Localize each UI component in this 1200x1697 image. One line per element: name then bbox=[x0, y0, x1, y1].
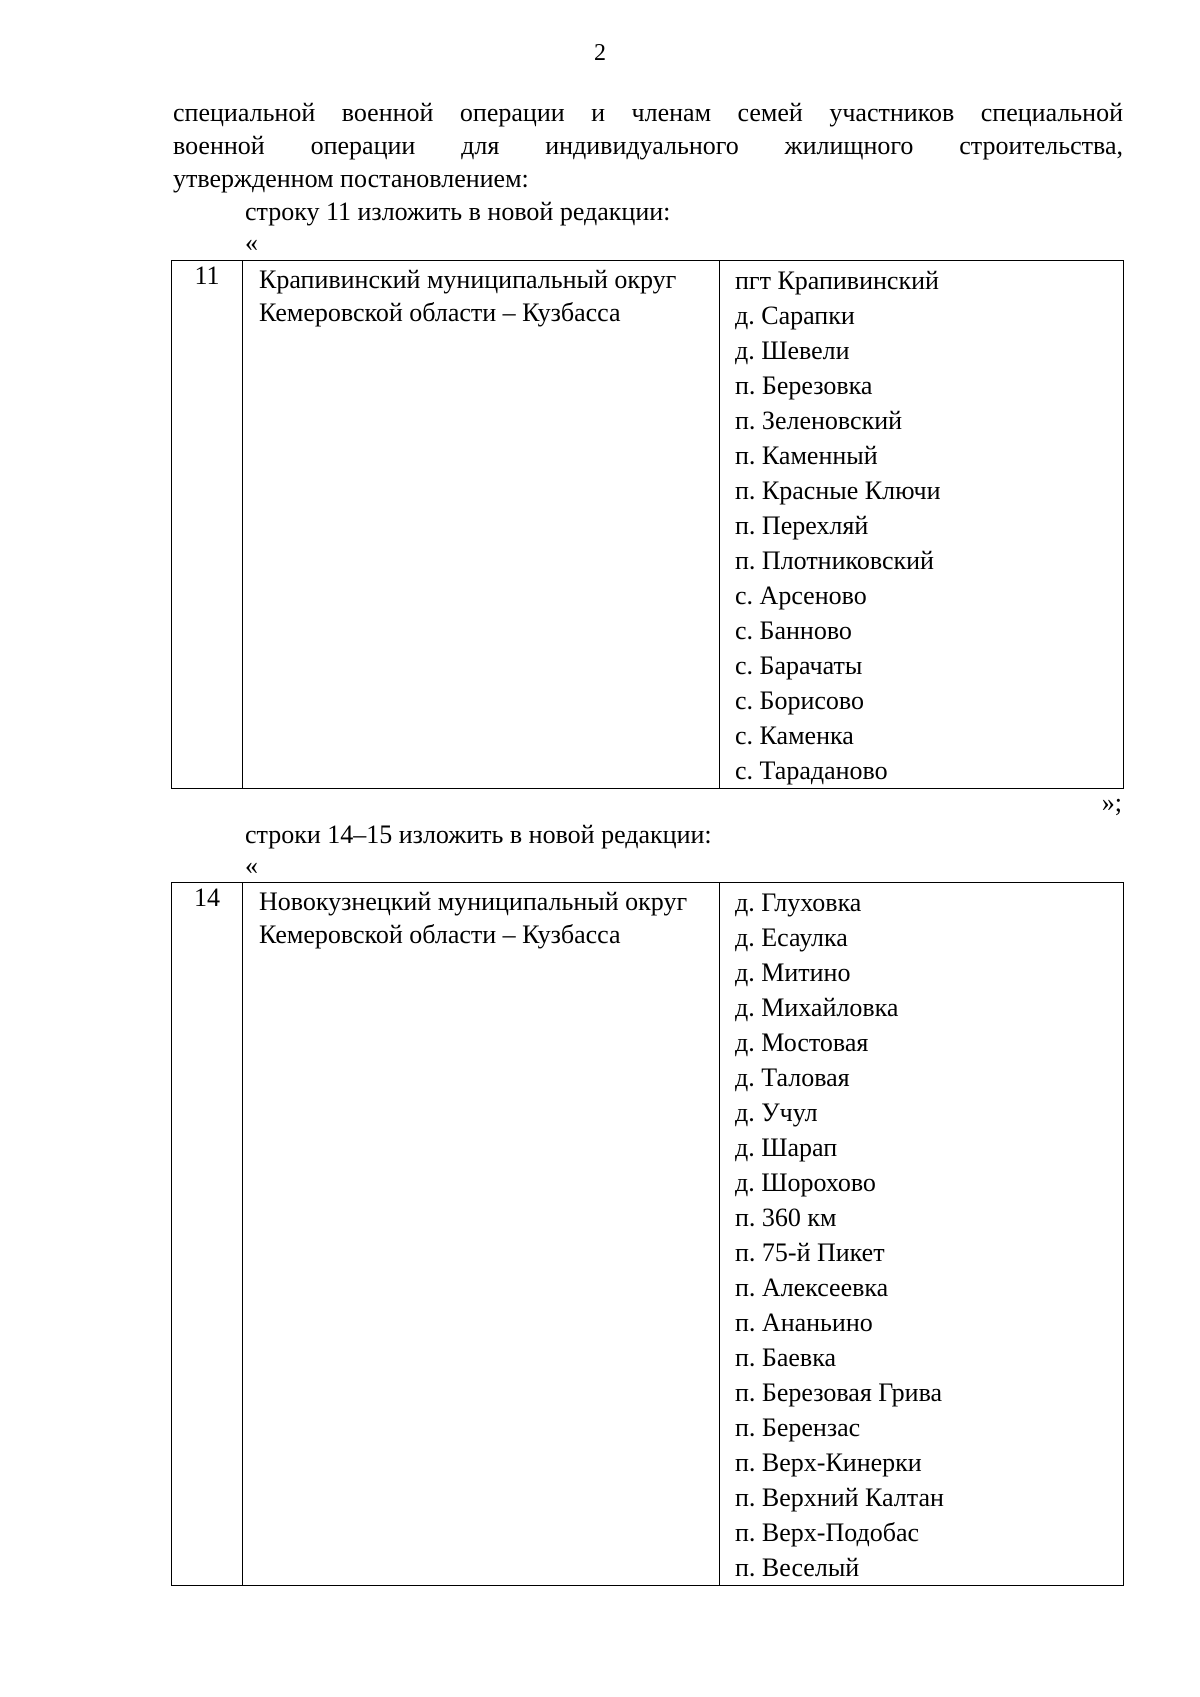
page-number: 2 bbox=[594, 40, 606, 66]
settlement-item: п. Красные Ключи bbox=[735, 476, 941, 505]
settlements-cell bbox=[720, 883, 1124, 1586]
intro-line: военной операции для индивидуального жилищного строительства, bbox=[173, 131, 1123, 160]
settlement-item: д. Таловая bbox=[735, 1063, 850, 1092]
row-number-cell: 11 bbox=[172, 261, 243, 789]
settlement-item: с. Банново bbox=[735, 616, 852, 645]
district-name-cell: Крапивинский муниципальный округ Кемеровской области – Кузбасса bbox=[243, 261, 720, 789]
settlement-item: д. Шевели bbox=[735, 336, 850, 365]
settlement-item: д. Сарапки bbox=[735, 301, 855, 330]
intro-paragraph bbox=[173, 96, 1123, 195]
instruction-row-11: строку 11 изложить в новой редакции: bbox=[245, 197, 671, 226]
closing-quote: »; bbox=[1101, 788, 1122, 817]
intro-line: специальной военной операции и членам семей участников специальной bbox=[173, 98, 1123, 127]
intro-line: утвержденном постановлением: bbox=[173, 164, 529, 193]
settlement-item: д. Учул bbox=[735, 1098, 818, 1127]
settlement-item: п. Перехляй bbox=[735, 511, 869, 540]
settlement-item: д. Есаулка bbox=[735, 923, 848, 952]
settlement-item: д. Мостовая bbox=[735, 1028, 869, 1057]
settlement-item: п. Верх-Подобас bbox=[735, 1518, 920, 1547]
settlements-cell bbox=[720, 261, 1124, 789]
instruction-rows-14-15: строки 14–15 изложить в новой редакции: bbox=[245, 820, 712, 849]
table-row bbox=[172, 883, 1124, 1586]
settlement-item: с. Каменка bbox=[735, 721, 854, 750]
settlement-item: с. Борисово bbox=[735, 686, 865, 715]
settlement-item: п. Берензас bbox=[735, 1413, 861, 1442]
opening-quote: « bbox=[245, 851, 258, 880]
settlement-item: п. Плотниковский bbox=[735, 546, 934, 575]
settlement-item: п. Ананьино bbox=[735, 1308, 873, 1337]
settlement-item: п. Верхний Калтан bbox=[735, 1483, 944, 1512]
amendment-table-row-14 bbox=[171, 882, 1124, 1586]
settlement-item: с. Барачаты bbox=[735, 651, 863, 680]
settlement-item: п. Баевка bbox=[735, 1343, 836, 1372]
settlement-item: д. Глуховка bbox=[735, 888, 862, 917]
settlement-item: д. Митино bbox=[735, 958, 851, 987]
settlement-item: п. Березовка bbox=[735, 371, 873, 400]
settlement-item: с. Тараданово bbox=[735, 756, 888, 785]
settlement-item: п. Веселый bbox=[735, 1553, 860, 1582]
settlement-item: п. Березовая Грива bbox=[735, 1378, 943, 1407]
settlement-item: д. Шорохово bbox=[735, 1168, 876, 1197]
settlement-item: д. Михайловка bbox=[735, 993, 899, 1022]
row-number-cell: 14 bbox=[172, 883, 243, 1586]
settlement-item: п. 75-й Пикет bbox=[735, 1238, 885, 1267]
settlement-item: пгт Крапивинский bbox=[735, 266, 939, 295]
settlement-item: д. Шарап bbox=[735, 1133, 838, 1162]
settlement-item: п. Верх-Кинерки bbox=[735, 1448, 922, 1477]
settlement-item: п. Алексеевка bbox=[735, 1273, 889, 1302]
settlement-item: п. Каменный bbox=[735, 441, 878, 470]
settlement-item: п. 360 км bbox=[735, 1203, 837, 1232]
settlement-item: с. Арсеново bbox=[735, 581, 867, 610]
district-name-cell: Новокузнецкий муниципальный округ Кемеровской области – Кузбасса bbox=[243, 883, 720, 1586]
settlement-item: п. Зеленовский bbox=[735, 406, 903, 435]
amendment-table-row-11 bbox=[171, 260, 1124, 789]
table-row bbox=[172, 261, 1124, 789]
opening-quote: « bbox=[245, 228, 258, 257]
